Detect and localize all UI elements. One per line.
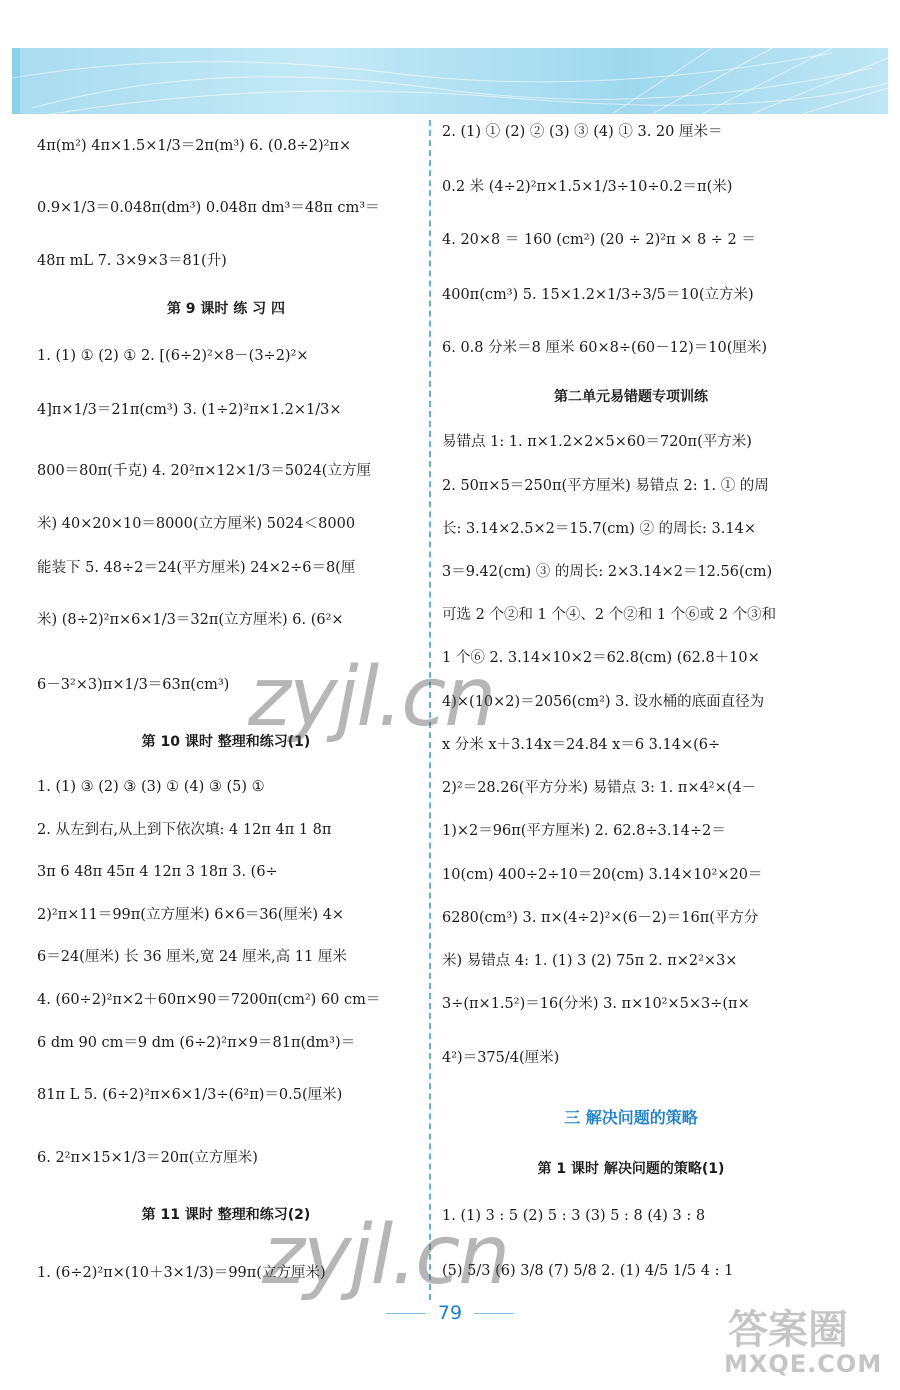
- text-line: 1 个⑥ 2. 3.14×10×2＝62.8(cm) (62.8＋10×: [442, 650, 760, 666]
- text-line: 1)×2＝96π(平方厘米) 2. 62.8÷3.14÷2＝: [442, 823, 726, 839]
- text-line: 81π L 5. (6÷2)²π×6×1/3÷(6²π)＝0.5(厘米): [37, 1087, 343, 1103]
- text-line: 4]π×1/3＝21π(cm³) 3. (1÷2)²π×1.2×1/3×: [37, 402, 342, 418]
- text-line: 3＝9.42(cm) ③ 的周长: 2×3.14×2＝12.56(cm): [442, 564, 773, 580]
- text-line: 4)×(10×2)＝2056(cm²) 3. 设水桶的底面直径为: [442, 694, 765, 710]
- text-line: (5) 5/3 (6) 3/8 (7) 5/8 2. (1) 4/5 1/5 4 : 1: [442, 1263, 734, 1279]
- text-line: 0.2 米 (4÷2)²π×1.5×1/3÷10÷0.2＝π(米): [442, 179, 733, 195]
- text-line: 米) (8÷2)²π×6×1/3＝32π(立方厘米) 6. (6²×: [37, 612, 344, 628]
- text-line: 6＝24(厘米) 长 36 厘米,宽 24 厘米,高 11 厘米: [37, 949, 347, 965]
- text-line: 米) 易错点 4: 1. (1) 3 (2) 75π 2. π×2²×3×: [442, 953, 738, 969]
- watermark: zyjl.cn: [262, 1208, 509, 1303]
- lesson-heading: 第 11 课时 整理和练习(2): [141, 1207, 311, 1223]
- text-line: x 分米 x＋3.14x＝24.84 x＝6 3.14×(6÷: [442, 737, 721, 753]
- text-line: 米) 40×20×10＝8000(立方厘米) 5024＜8000: [37, 516, 356, 532]
- text-line: 1. (1) ① (2) ① 2. [(6÷2)²×8－(3÷2)²×: [37, 348, 309, 364]
- watermark-logo: 答案圈: [728, 1307, 848, 1353]
- text-line: 4. (60÷2)²π×2＋60π×90＝7200π(cm²) 60 cm＝: [37, 992, 381, 1008]
- text-line: 4π(m²) 4π×1.5×1/3＝2π(m³) 6. (0.8÷2)²π×: [37, 138, 352, 154]
- text-line: 2. (1) ① (2) ② (3) ③ (4) ① 3. 20 厘米＝: [442, 124, 723, 140]
- watermark: zyjl.cn: [248, 650, 495, 745]
- text-line: 3π 6 48π 45π 4 12π 3 18π 3. (6÷: [37, 864, 278, 880]
- text-line: 800＝80π(千克) 4. 20²π×12×1/3＝5024(立方厘: [37, 463, 371, 479]
- text-line: 易错点 1: 1. π×1.2×2×5×60＝720π(平方米): [442, 434, 752, 450]
- text-line: 2)²＝28.26(平方分米) 易错点 3: 1. π×4²×(4－: [442, 780, 757, 796]
- text-line: 6280(cm³) 3. π×(4÷2)²×(6－2)＝16π(平方分: [442, 910, 759, 926]
- text-line: 2. 从左到右,从上到下依次填: 4 12π 4π 1 8π: [37, 822, 332, 838]
- text-line: 6 dm 90 cm＝9 dm (6÷2)²π×9＝81π(dm³)＝: [37, 1035, 356, 1051]
- lesson-heading: 第 10 课时 整理和练习(1): [141, 734, 311, 750]
- lesson-heading: 第 1 课时 解决问题的策略(1): [537, 1161, 725, 1177]
- text-line: 400π(cm³) 5. 15×1.2×1/3÷3/5＝10(立方米): [442, 287, 754, 303]
- text-line: 6. 0.8 分米＝8 厘米 60×8÷(60－12)＝10(厘米): [442, 340, 768, 356]
- lesson-heading: 第 9 课时 练 习 四: [166, 301, 286, 317]
- text-line: 6－3²×3)π×1/3＝63π(cm³): [37, 677, 230, 693]
- page-number: 79: [0, 1302, 900, 1324]
- text-line: 2. 50π×5＝250π(平方厘米) 易错点 2: 1. ① 的周: [442, 478, 769, 494]
- text-line: 可选 2 个②和 1 个④、2 个②和 1 个⑥或 2 个③和: [442, 607, 777, 623]
- text-line: 3÷(π×1.5²)＝16(分米) 3. π×10²×5×3÷(π×: [442, 996, 750, 1012]
- text-line: 4²)＝375/4(厘米): [442, 1050, 560, 1066]
- text-line: 1. (1) 3 : 5 (2) 5 : 3 (3) 5 : 8 (4) 3 : 8: [442, 1208, 706, 1224]
- text-line: 能装下 5. 48÷2＝24(平方厘米) 24×2÷6＝8(厘: [37, 560, 356, 576]
- text-line: 48π mL 7. 3×9×3＝81(升): [37, 253, 227, 269]
- text-line: 4. 20×8 ＝ 160 (cm²) (20 ÷ 2)²π × 8 ÷ 2 ＝: [442, 232, 756, 248]
- watermark-site: MXQE.COM: [724, 1350, 883, 1378]
- text-line: 6. 2²π×15×1/3＝20π(立方厘米): [37, 1150, 258, 1166]
- header-banner: [12, 48, 888, 114]
- text-line: 0.9×1/3＝0.048π(dm³) 0.048π dm³＝48π cm³＝: [37, 200, 380, 216]
- section-heading: 第二单元易错题专项训练: [554, 389, 708, 405]
- text-line: 2)²π×11＝99π(立方厘米) 6×6＝36(厘米) 4×: [37, 907, 345, 923]
- text-line: 10(cm) 400÷2÷10＝20(cm) 3.14×10²×20＝: [442, 867, 763, 883]
- text-line: 长: 3.14×2.5×2＝15.7(cm) ② 的周长: 3.14×: [442, 521, 756, 537]
- text-line: 1. (1) ③ (2) ③ (3) ① (4) ③ (5) ①: [37, 779, 265, 795]
- chapter-title: 三 解决问题的策略: [564, 1108, 698, 1127]
- text-line: 1. (6÷2)²π×(10＋3×1/3)＝99π(立方厘米): [37, 1265, 326, 1281]
- banner-pattern: [12, 48, 888, 114]
